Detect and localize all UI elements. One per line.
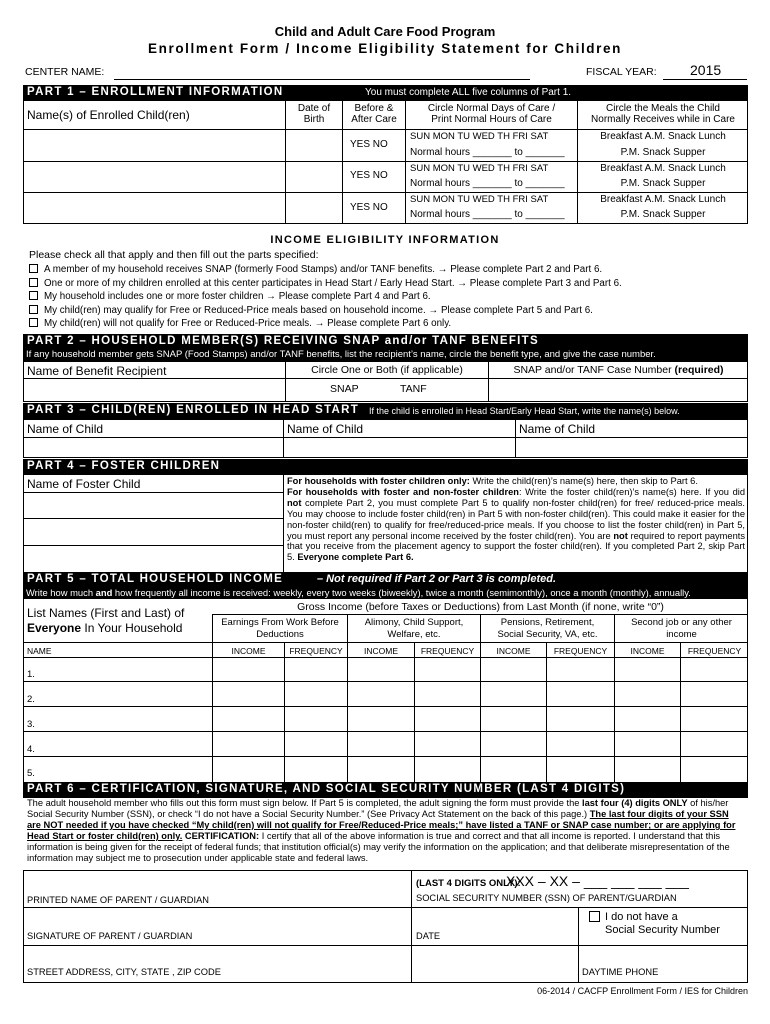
part5-title: PART 5 – TOTAL HOUSEHOLD INCOME <box>27 573 284 585</box>
col-child-name: Name(s) of Enrolled Child(ren) <box>27 108 190 122</box>
footer: 06-2014 / CACFP Enrollment Form / IES for Children <box>537 986 748 996</box>
case-number-input[interactable] <box>489 379 748 401</box>
meals-1-line2[interactable]: P.M. Snack Supper <box>620 147 706 158</box>
household-row-3[interactable]: 3. <box>27 719 35 730</box>
option-label: One or more of my children enrolled at this center participates in Head Start / Early Head Start. → Please complete Part 3 and Part 6. <box>44 277 622 289</box>
part4-p2-bold: For households with foster and non-foster children <box>287 486 519 497</box>
col-household-names <box>27 606 184 636</box>
meals-3-line1[interactable]: Breakfast A.M. Snack Lunch <box>600 194 726 205</box>
no-ssn-line2: Social Security Number <box>605 924 720 936</box>
col-dob-line2: Birth <box>303 114 325 125</box>
household-row-5[interactable]: 5. <box>27 768 35 779</box>
checkbox[interactable] <box>29 291 38 300</box>
part2-title: PART 2 – HOUSEHOLD MEMBER(S) RECEIVING SNAP and/or TANF BENEFITS <box>27 335 539 347</box>
last4-label-text: (LAST 4 DIGITS ONLY): <box>416 878 521 889</box>
fiscal-year-field <box>663 79 747 80</box>
last4-label <box>416 878 521 889</box>
head-start-child-input-3[interactable] <box>516 438 748 457</box>
part2-header <box>23 334 748 362</box>
part4-p2-end: Everyone complete Part 6. <box>297 552 414 563</box>
checkbox[interactable] <box>29 305 38 314</box>
tanf-option[interactable]: TANF <box>400 383 427 395</box>
head-start-child-input-1[interactable] <box>24 438 283 457</box>
printed-name-label: PRINTED NAME OF PARENT / GUARDIAN <box>27 895 209 905</box>
income-elig-options <box>29 263 622 331</box>
col-days-line1: Circle Normal Days of Care / <box>427 103 556 114</box>
fiscal-year-label: FISCAL YEAR: <box>586 66 657 78</box>
part3-title: PART 3 – CHILD(REN) ENROLLED IN HEAD START <box>27 404 360 416</box>
dob-input-2[interactable] <box>286 162 342 192</box>
col-frequency-2: FREQUENCY <box>420 646 475 656</box>
col-dob <box>286 103 342 125</box>
benefit-recipient-input[interactable] <box>24 379 285 401</box>
child-name-input-2[interactable] <box>24 162 285 192</box>
part3-note: If the child is enrolled in Head Start/Early Head Start, write the name(s) below. <box>369 406 680 416</box>
part5-note-and: and <box>95 587 113 598</box>
option-label: My child(ren) will not qualify for Free or Reduced-Price meals. → Please complete Part 6 only. <box>44 318 452 329</box>
income-elig-intro: Please check all that apply and then fill out the parts specified: <box>29 249 319 261</box>
gross-income-label: Gross Income (before Taxes or Deductions) from Last Month (if none, write “0”) <box>297 601 664 613</box>
col-income-4: INCOME <box>630 646 665 656</box>
col-care-line2: After Care <box>351 114 397 125</box>
income-elig-title: INCOME ELIGIBILITY INFORMATION <box>270 234 500 246</box>
snap-option[interactable]: SNAP <box>330 383 359 395</box>
no-ssn-label <box>605 911 720 937</box>
case-number-required: (required) <box>674 364 724 376</box>
col-meals <box>578 103 748 125</box>
col-alimony-line2: Welfare, etc. <box>387 629 441 640</box>
col-care <box>343 103 405 125</box>
col-head-start-child-2: Name of Child <box>287 422 364 436</box>
head-start-child-input-2[interactable] <box>284 438 515 457</box>
part6-text-1: The adult household member who fills out this form must sign below. If Part 5 is completed, the adult signing the form must provide the <box>27 798 582 808</box>
col-other-income-line2: income <box>666 629 697 640</box>
household-row-2[interactable]: 2. <box>27 694 35 705</box>
part5-note <box>26 587 691 598</box>
part4-header <box>23 459 748 475</box>
phone-input[interactable] <box>579 946 747 966</box>
foster-child-input-3[interactable] <box>24 546 283 571</box>
part2-note: If any household member gets SNAP (Food Stamps) and/or TANF benefits, list the recipient’s name, circle the benefit type, and give the case number. <box>26 349 656 360</box>
part6-text-3: I certify that all of the above information is true and correct and that all income is reported. I understand that this information is being given for the receipt of federal funds; that institution official(s) may verify the information on the application; and that deliberate misrepresentation of the information may subject me to prosecution under applicable state and federal laws. <box>27 831 730 863</box>
hours-3[interactable]: Normal hours _______ to _______ <box>410 209 565 220</box>
part3-header <box>23 403 748 420</box>
col-head-start-child-1: Name of Child <box>27 422 104 436</box>
part4-p1-bold: For households with foster children only: <box>287 476 470 486</box>
days-1[interactable]: SUN MON TU WED TH FRI SAT <box>410 131 549 142</box>
date-input[interactable] <box>412 908 578 930</box>
option-label: My household includes one or more foster children → Please complete Part 4 and Part 6. <box>44 291 431 302</box>
part4-p2-not2: not <box>613 530 628 541</box>
col-alimony-line1: Alimony, Child Support, <box>364 617 464 628</box>
days-2[interactable]: SUN MON TU WED TH FRI SAT <box>410 163 549 174</box>
household-row-1[interactable]: 1. <box>27 669 35 680</box>
col-earnings <box>213 617 347 641</box>
dob-input-3[interactable] <box>286 193 342 223</box>
option-label: My child(ren) may qualify for Free or Reduced-Price meals based on household income. → Please complete Part 5 and Part 6. <box>44 304 593 316</box>
part4-p1: Write the child(ren)’s name(s) here, then skip to Part 6. <box>469 476 698 486</box>
part6-certification-label: CERTIFICATION: <box>182 831 260 841</box>
col-meals-line2: Normally Receives while in Care <box>591 114 735 125</box>
col-pensions-line1: Pensions, Retirement, <box>500 617 595 628</box>
part4-p2: : Write the foster child(ren)’s name(s) here. If you did <box>518 486 746 497</box>
option-not-qualify[interactable] <box>29 317 622 331</box>
case-number-label: SNAP and/or TANF Case Number <box>513 364 672 376</box>
col-pensions <box>481 617 614 641</box>
ssn-label: SOCIAL SECURITY NUMBER (SSN) OF PARENT/GUARDIAN <box>416 893 677 903</box>
days-3[interactable]: SUN MON TU WED TH FRI SAT <box>410 194 549 205</box>
col-income-3: INCOME <box>496 646 531 656</box>
child-name-input-3[interactable] <box>24 193 285 223</box>
option-income[interactable] <box>29 304 622 318</box>
child-name-input-1[interactable] <box>24 130 285 161</box>
part1-note: You must complete ALL five columns of Part 1. <box>365 87 572 98</box>
part4-instructions <box>287 476 745 563</box>
col-income-1: INCOME <box>231 646 266 656</box>
meals-2-line2[interactable]: P.M. Snack Supper <box>620 178 706 189</box>
meals-2-line1[interactable]: Breakfast A.M. Snack Lunch <box>600 163 726 174</box>
part1-header <box>23 85 748 101</box>
yes-no-2[interactable]: YES NO <box>350 170 388 181</box>
part4-p2c: required to report payments that you receive from the placement agency to support the foster child(ren). If you completed Part 2, skip Part 5. <box>287 530 745 563</box>
hours-2[interactable]: Normal hours _______ to _______ <box>410 178 565 189</box>
col-pensions-line2: Social Security, VA, etc. <box>497 629 598 640</box>
foster-child-input-1[interactable] <box>24 493 283 518</box>
part4-title: PART 4 – FOSTER CHILDREN <box>27 460 221 472</box>
part6-header <box>23 782 748 798</box>
part6-certification <box>27 798 745 864</box>
phone-label: DAYTIME PHONE <box>582 967 659 977</box>
col-case-number <box>489 364 748 376</box>
col-earnings-line2: Deductions <box>256 629 304 640</box>
part4-p2-not: not <box>287 497 302 508</box>
part6-last-four: last four (4) digits ONLY <box>582 798 688 808</box>
col-income-2: INCOME <box>364 646 398 656</box>
col-alimony <box>348 617 480 641</box>
household-names-line1: List Names (First and Last) of <box>27 606 185 620</box>
col-days-line2: Print Normal Hours of Care <box>431 114 552 125</box>
col-frequency-3: FREQUENCY <box>553 646 608 656</box>
foster-child-input-2[interactable] <box>24 519 283 545</box>
yes-no-1[interactable]: YES NO <box>350 139 388 150</box>
meals-1-line1[interactable]: Breakfast A.M. Snack Lunch <box>600 131 726 142</box>
checkbox[interactable] <box>29 278 38 287</box>
form-title: Child and Adult Care Food Program <box>274 24 496 39</box>
col-foster-child: Name of Foster Child <box>27 477 141 491</box>
signature-label: SIGNATURE OF PARENT / GUARDIAN <box>27 931 193 941</box>
col-earnings-line1: Earnings From Work Before <box>221 617 339 628</box>
yes-no-3[interactable]: YES NO <box>350 202 388 213</box>
date-label: DATE <box>416 931 441 941</box>
part6-ssn-not-needed: The last four digits of your SSN are NOT needed if you have checked “My child(ren) will not qualify for Free/Reduced-Price meals;” have listed a TANF or SNAP case number; or are applying for Head Start or foster child(ren) only. <box>27 809 736 841</box>
household-names-everyone: Everyone <box>27 621 82 635</box>
col-days <box>406 103 577 125</box>
no-ssn-checkbox[interactable] <box>589 911 600 922</box>
last4-input[interactable]: XXX – XX – ___ ___ ___ ___ <box>506 873 689 889</box>
col-other-income-line1: Second job or any other <box>631 617 732 628</box>
part5-title-note: – Not required if Part 2 or Part 3 is completed. <box>317 573 557 585</box>
part5-note-a: Write how much <box>26 587 96 598</box>
no-ssn-line1: I do not have a <box>605 911 678 923</box>
center-name-field[interactable] <box>114 79 530 80</box>
col-benefit-recipient: Name of Benefit Recipient <box>27 364 167 378</box>
col-dob-line1: Date of <box>297 103 331 114</box>
option-snap-tanf[interactable] <box>29 263 622 277</box>
part1-title: PART 1 – ENROLLMENT INFORMATION <box>27 86 284 98</box>
checkbox[interactable] <box>29 318 38 327</box>
part5-header <box>23 572 748 599</box>
printed-name-input[interactable] <box>24 871 411 893</box>
fiscal-year-value[interactable]: 2015 <box>690 62 722 78</box>
dob-input-1[interactable] <box>286 130 342 161</box>
household-names-line2: In Your Household <box>81 621 183 635</box>
col-circle-one: Circle One or Both (if applicable) <box>311 364 463 376</box>
col-frequency-4: FREQUENCY <box>687 646 742 656</box>
part6-text-2: of his/her Social Security Number (SSN), or check “I do not have a Social Security Number.” (See Privacy Act Statement on the back of this page.) <box>27 798 729 819</box>
col-frequency-1: FREQUENCY <box>289 646 343 656</box>
col-head-start-child-3: Name of Child <box>519 422 596 436</box>
meals-3-line2[interactable]: P.M. Snack Supper <box>620 209 706 220</box>
address-input[interactable] <box>24 946 577 966</box>
form-subtitle: Enrollment Form / Income Eligibility Statement for Children <box>148 41 622 56</box>
part5-note-b: how frequently all income is received: weekly, every two weeks (biweekly), twice a month (semimonthly), once a month (monthly), annually. <box>112 587 691 598</box>
household-row-4[interactable]: 4. <box>27 744 35 755</box>
hours-1[interactable]: Normal hours _______ to _______ <box>410 147 565 158</box>
center-name-label: CENTER NAME: <box>25 66 105 78</box>
part4-p2b: complete Part 2, you must complete Part 5 to qualify non-foster child(ren) for free/ reduced-price meals. You may choose to include foster child(ren) in Part 5 with non-foster child(ren). This could make it easier for the non-foster child(ren) to qualify for free/reduced-price meals. If you choose to list the foster child(ren) in Part 5, you must report any personal income received by the foster child(ren). You are <box>287 497 745 541</box>
checkbox[interactable] <box>29 264 38 273</box>
part6-title: PART 6 – CERTIFICATION, SIGNATURE, AND SOCIAL SECURITY NUMBER (LAST 4 DIGITS) <box>27 783 626 795</box>
option-foster[interactable] <box>29 290 622 304</box>
col-meals-line1: Circle the Meals the Child <box>606 103 720 114</box>
col-name: NAME <box>27 646 52 656</box>
option-head-start[interactable] <box>29 277 622 291</box>
col-other-income <box>615 617 748 641</box>
col-care-line1: Before & <box>354 103 394 114</box>
option-label: A member of my household receives SNAP (formerly Food Stamps) and/or TANF benefits. → Please complete Part 2 and Part 6. <box>44 264 603 275</box>
signature-input[interactable] <box>24 908 411 930</box>
address-label: STREET ADDRESS, CITY, STATE , ZIP CODE <box>27 967 221 977</box>
